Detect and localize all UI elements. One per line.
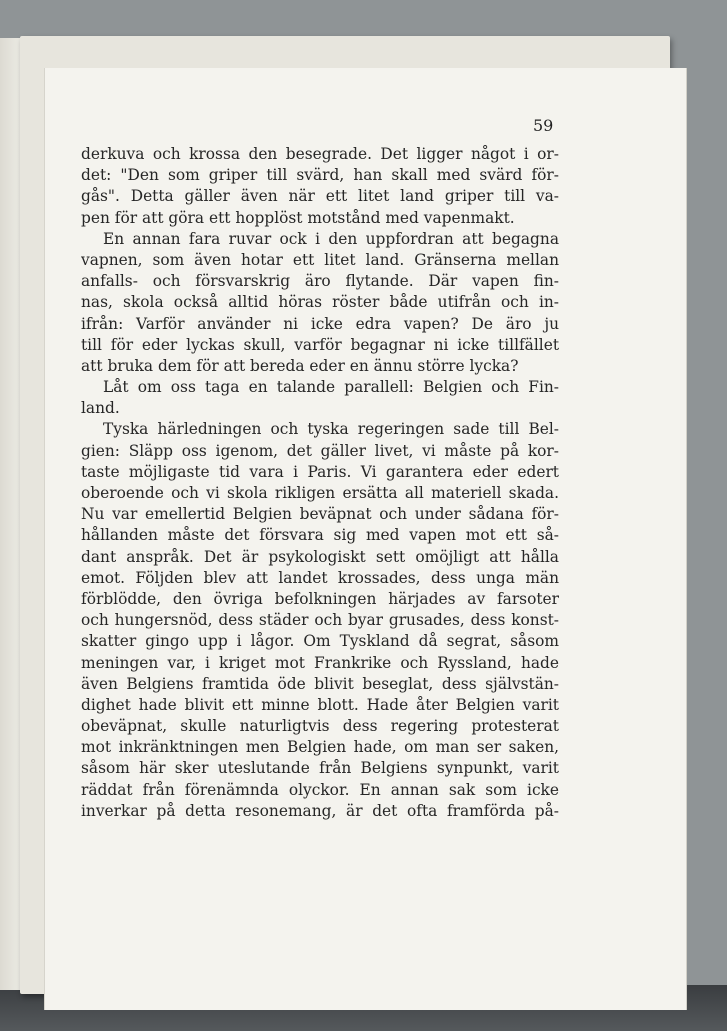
text-line: nas, skola också alltid höras röster både utifrån och in- xyxy=(81,293,559,312)
text-line: Låt om oss taga en talande parallell: Belgien och Fin- xyxy=(103,378,559,397)
text-line: oberoende och vi skola rikligen ersätta all materiell skada. xyxy=(81,484,559,502)
text-line: vapnen, som även hotar ett litet land. Gränserna mellan xyxy=(81,250,559,269)
text-line: och hungersnöd, dess städer och byar grusades, dess konst- xyxy=(81,611,559,630)
page-number: 59 xyxy=(533,116,554,135)
text-line: ifrån: Varför använder ni icke edra vapen? De äro ju xyxy=(81,314,559,333)
text-line: hållanden måste det försvara sig med vapen mot ett så- xyxy=(81,526,559,545)
text-line: anfalls- och försvarskrig äro flytande. Där vapen fin- xyxy=(81,272,559,291)
text-line: till för eder lyckas skull, varför begagnar ni icke tillfället xyxy=(81,335,559,354)
text-line: dighet hade blivit ett minne blott. Hade åter Belgien varit xyxy=(81,695,559,714)
text-line: inverkar på detta resonemang, är det ofta framförda på- xyxy=(81,801,559,820)
text-line: gås". Detta gäller även när ett litet land griper till va- xyxy=(81,187,559,206)
text-line: meningen var, i kriget mot Frankrike och Ryssland, hade xyxy=(81,653,559,672)
text-line: att bruka dem för att bereda eder en ännu större lycka? xyxy=(81,356,519,375)
text-line: räddat från förenämnda olyckor. En annan sak som icke xyxy=(81,780,559,799)
text-line: dant anspråk. Det är psykologiskt sett omöjligt att hålla xyxy=(81,547,559,566)
text-line: En annan fara ruvar ock i den uppfordran att begagna xyxy=(103,229,559,248)
text-line: Tyska härledningen och tyska regeringen sade till Bel- xyxy=(103,420,559,439)
text-line: även Belgiens framtida öde blivit beseglat, dess självstän- xyxy=(81,674,559,693)
text-line: det: "Den som griper till svärd, han skall med svärd för- xyxy=(81,166,559,185)
text-line: emot. Följden blev att landet krossades, dess unga män xyxy=(81,568,559,587)
text-line: derkuva och krossa den besegrade. Det ligger något i or- xyxy=(81,145,559,163)
text-line: såsom här sker uteslutande från Belgiens synpunkt, varit xyxy=(81,759,559,778)
text-line: gien: Släpp oss igenom, det gäller livet, vi måste på kor- xyxy=(81,441,559,460)
text-line: taste möjligaste tid vara i Paris. Vi garantera eder edert xyxy=(81,462,559,481)
text-line: Nu var emellertid Belgien beväpnat och under sådana för- xyxy=(81,505,559,524)
text-line: land. xyxy=(81,399,120,418)
text-line: pen för att göra ett hopplöst motstånd med vapenmakt. xyxy=(81,208,515,227)
text-line: förblödde, den övriga befolkningen härjades av farsoter xyxy=(81,589,559,608)
text-line: skatter gingo upp i lågor. Om Tyskland då segrat, såsom xyxy=(81,632,559,651)
text-line: mot inkränktningen men Belgien hade, om man ser saken, xyxy=(81,738,559,757)
text-line: obeväpnat, skulle naturligtvis dess regering protesterat xyxy=(81,717,559,736)
body-text xyxy=(81,144,559,822)
